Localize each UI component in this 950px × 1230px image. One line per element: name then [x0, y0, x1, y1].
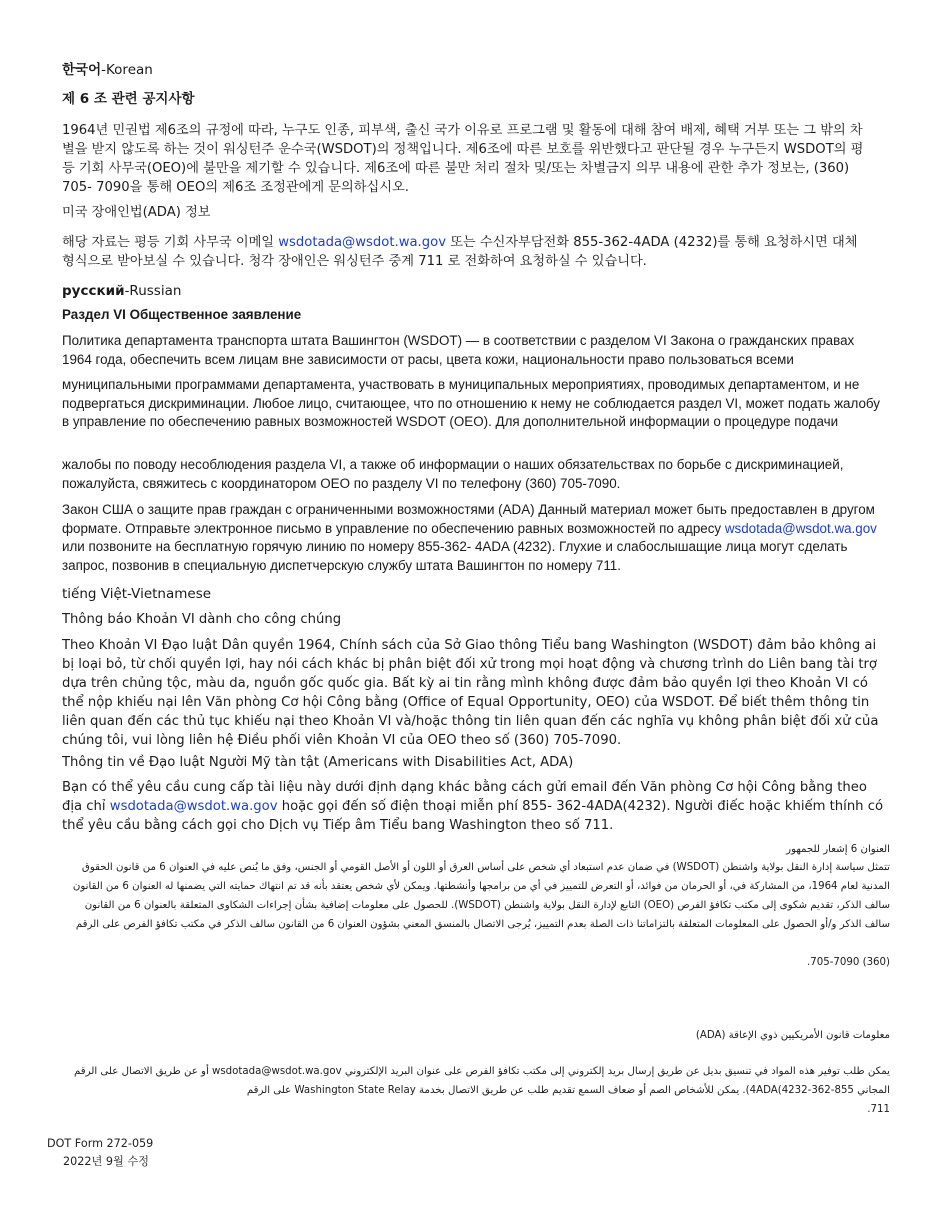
vietnamese-ada-heading: Thông tin về Đạo luật Người Mỹ tàn tật (Americans with Disabilities Act, ADA): [62, 755, 574, 770]
russian-ada-text-pre: Закон США о защите прав граждан с ограниченными возможностями (ADA) Данный материал может быть предоставлен в другом формате. Отправьте электронное письмо в управление по обеспечению равных возможностей по адресу: [62, 502, 875, 536]
vietnamese-heading: Thông báo Khoản VI dành cho công chúng: [62, 612, 342, 627]
korean-ada-text-pre: 해당 자료는 평등 기회 사무국 이메일: [62, 235, 279, 250]
vietnamese-ada-text-pre: Bạn có thể yêu cầu cung cấp tài liệu này dưới định dạng khác bằng cách gửi email đến Văn phòng Cơ hội Công bằng theo địa chỉ: [62, 780, 867, 814]
russian-language-title: [62, 282, 872, 301]
russian-ada-paragraph: [62, 501, 882, 575]
korean-paragraph: 1964년 민권법 제6조의 규정에 따라, 누구도 인종, 피부색, 출신 국가 이유로 프로그램 및 활동에 대해 참여 배제, 혜택 거부 또는 그 밖의 차별을 받지 않도록 하는 것이 워싱턴주 운수국(WSDOT)의 정책입니다. 제6조에 따른 보호를 위반했다고 판단될 경우 누구든지 WSDOT의 평등 기회 사무국(OEO)에 불만을 제기할 수 있습니다. 제6조에 따른 불만 처리 절차 및/또는 차별금지 의무 내용에 관한 추가 정보는, (360) 705- 7090을 통해 OEO의 제6조 조정관에게 문의하십시오.: [62, 123, 864, 195]
arabic-paragraph: تتمثل سياسة إدارة النقل بولاية واشنطن (WSDOT) في ضمان عدم استبعاد أي شخص على أساس العرق أو اللون أو الأصل القومي أو الجنس، وفق ما يُنص عليه في العنوان 6 من قانون الحقوق المدنية لعام 1964، من المشاركة في، أو الحرمان من فوائد، أو التعرض للتمييز في أي من برامجها وأنشطتها. ويمكن لأي شخص يعتقد بأنه قد تم انتهاك حمايته التي يضمنها له العنوان 6 من القانون سالف الذكر، تقديم شكوى إلى مكتب تكافؤ الفرص (OEO) التابع لإدارة النقل بولاية واشنطن (WSDOT). للحصول على معلومات إضافية بشأن إجراءات الشكاوى المتعلقة بالعنوان 6 من القانون سالف الذكر و/أو الحصول على المعلومات المتعلقة بالتزاماتنا ذات الصلة بعدم التمييز، يُرجى الاتصال بالمنسق المعني بشؤون العنوان 6 من القانون سالف الذكر في مكتب تكافؤ الفرص على الرقم: [72, 862, 890, 930]
korean-ada-text-post: 또는 수신자부담전화 855-362-4ADA (4232)를 통해 요청하시면 대체 형식으로 받아보실 수 있습니다. 청각 장애인은 워싱턴주 중계 711 로 전화하여 요청하실 수 있습니다.: [62, 235, 858, 269]
korean-ada-paragraph: [62, 233, 872, 271]
russian-ada-email-link[interactable]: wsdotada@wsdot.wa.gov: [724, 520, 877, 536]
russian-lang-name: русский: [62, 283, 125, 299]
vietnamese-ada-email-link[interactable]: wsdotada@wsdot.wa.gov: [109, 799, 278, 814]
vietnamese-ada-text-post: hoặc gọi đến số điện thoại miễn phí 855- 362-4ADA(4232). Người điếc hoặc khiếm thính có thể yêu cầu bằng cách gọi cho Dịch vụ Tiếp âm Tiểu bang Washington theo số 711.: [62, 799, 884, 833]
korean-ada-email-link[interactable]: wsdotada@wsdot.wa.gov: [278, 235, 446, 250]
form-number: DOT Form 272-059: [47, 1137, 154, 1150]
vietnamese-ada-paragraph: [62, 778, 890, 835]
korean-language-title: [62, 61, 872, 80]
arabic-phone: (360) 705-7090.: [807, 957, 890, 968]
arabic-ada-paragraph: يمكن طلب توفير هذه المواد في تنسيق بديل عن طريق إرسال بريد إلكتروني إلى مكتب تكافؤ الفرص على عنوان البريد الإلكتروني wsdotada@wsdot.wa.gov أو عن طريق الاتصال على الرقم المجاني 855-362-4232)4ADA). يمكن للأشخاص الصم أو ضعاف السمع تقديم طلب عن طريق الاتصال بخدمة Washington State Relay على الرقم: [73, 1066, 890, 1096]
korean-heading: 제 6 조 관련 공지사항: [62, 91, 195, 107]
russian-lang-suffix: -Russian: [124, 283, 182, 299]
russian-heading: Раздел VI Общественное заявление: [62, 307, 302, 322]
russian-paragraph-2: муниципальными программами департамента, участвовать в муниципальных мероприятиях, проводимых департаментом, и не подвергаться дискриминации. Любое лицо, считающее, что по отношению к нему не соблюдается раздел VI, может подать жалобу в управление по обеспечению равных возможностей WSDOT (OEO). Для дополнительной информации о процедуре подачи: [62, 377, 880, 429]
arabic-heading: العنوان 6 إشعار للجمهور: [786, 844, 890, 855]
korean-lang-suffix: -Korean: [101, 62, 153, 78]
korean-ada-heading: 미국 장애인법(ADA) 정보: [62, 205, 211, 220]
russian-ada-text-post: или позвоните на бесплатную горячую линию по номеру 855-362- 4ADA (4232). Глухие и слабослышащие лица могут сделать запрос, позвонив в специальную диспетчерскую службу штата Вашингтон по номеру 711.: [62, 539, 848, 573]
russian-paragraph-3: жалобы по поводу несоблюдения раздела VI, а также об информации о наших обязательствах по борьбе с дискриминацией, пожалуйста, свяжитесь с координатором OEO по разделу VI по телефону (360) 705-7090.: [62, 457, 844, 491]
revision-date: 2022년 9월 수정: [63, 1155, 149, 1168]
vietnamese-paragraph: Theo Khoản VI Đạo luật Dân quyền 1964, Chính sách của Sở Giao thông Tiểu bang Washington (WSDOT) đảm bảo không ai bị loại bỏ, từ chối quyền lợi, hay nói cách khác bị phân biệt đối xử trong mọi hoạt động và chương trình do Liên bang tài trợ dựa trên chủng tộc, màu da, nguồn gốc quốc gia. Bất kỳ ai tin rằng mình không được đảm bảo quyền lợi theo Khoản VI có thể nộp khiếu nại lên Văn phòng Cơ hội Công bằng (Office of Equal Opportunity, OEO) của WSDOT. Để biết thêm thông tin liên quan đến các thủ tục khiếu nại theo Khoản VI và/hoặc thông tin liên quan đến các nghĩa vụ không phân biệt đối xử của chúng tôi, vui lòng liên hệ Điều phối viên Khoản VI của OEO theo số (360) 705-7090.: [62, 638, 879, 748]
arabic-ada-number: 711.: [867, 1104, 890, 1115]
arabic-ada-heading: معلومات قانون الأمريكيين ذوي الإعاقة (ADA): [695, 1030, 890, 1041]
korean-lang-name: 한국어: [62, 62, 102, 78]
russian-paragraph-1: Политика департамента транспорта штата Вашингтон (WSDOT) — в соответствии с разделом VI Закона о гражданских правах 1964 года, обеспечить всем лицам вне зависимости от расы, цвета кожи, национальности право пользоваться всеми: [62, 333, 855, 367]
vietnamese-language-title: tiếng Việt-Vietnamese: [62, 586, 212, 602]
